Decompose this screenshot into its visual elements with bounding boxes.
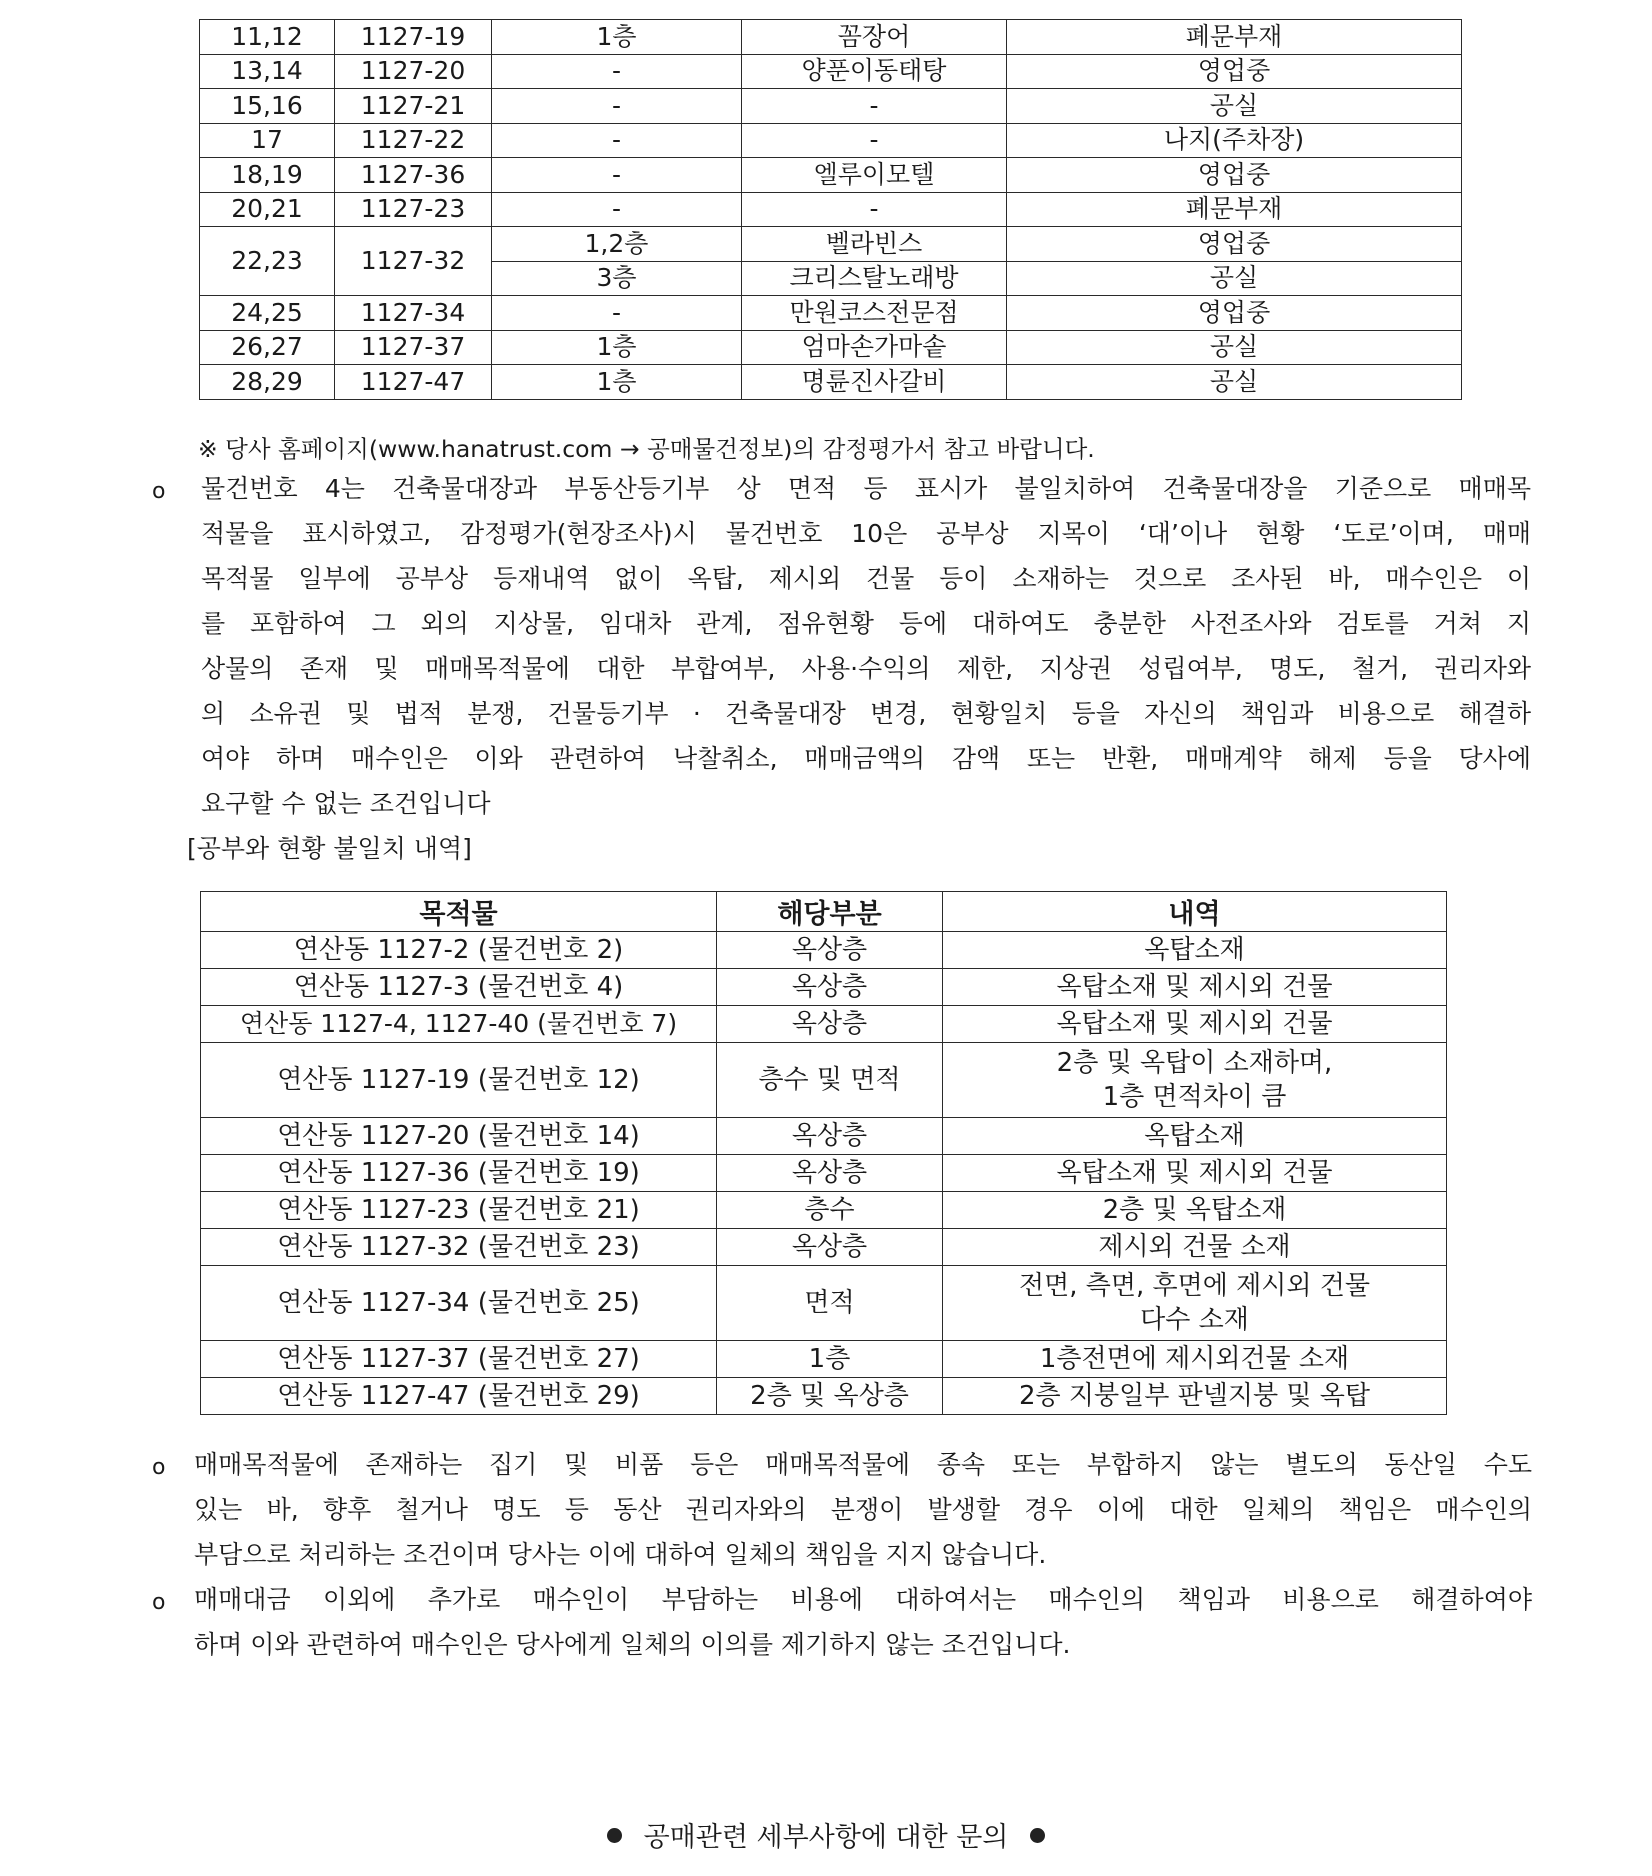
property-no: 17: [200, 123, 335, 158]
target: 연산동 1127-36 (물건번호 19): [201, 1155, 717, 1192]
target: 연산동 1127-47 (물건번호 29): [201, 1378, 717, 1415]
table-row: [200, 54, 1462, 89]
tenant: 양푼이동태탕: [742, 54, 1007, 89]
table-row: [201, 1266, 1447, 1341]
property-no: 15,16: [200, 89, 335, 124]
table-row: [201, 969, 1447, 1006]
part: 2층 및 옥상층: [717, 1378, 943, 1415]
lot-no: 1127-32: [335, 227, 492, 296]
target: 연산동 1127-34 (물건번호 25): [201, 1266, 717, 1341]
table-row: [200, 227, 1462, 262]
status: 영업중: [1007, 296, 1462, 331]
detail: 전면, 측면, 후면에 제시외 건물 다수 소재: [943, 1266, 1447, 1341]
table-header-row: [201, 892, 1447, 932]
target: 연산동 1127-37 (물건번호 27): [201, 1341, 717, 1378]
floor: -: [492, 192, 742, 227]
header-part: 해당부분: [717, 892, 943, 932]
bullet-icon: o: [152, 479, 166, 504]
tenant: -: [742, 192, 1007, 227]
table-row: [200, 296, 1462, 331]
detail: 옥탑소재: [943, 932, 1447, 969]
status: 나지(주차장): [1007, 123, 1462, 158]
tenant: 벨라빈스: [742, 227, 1007, 262]
part: 옥상층: [717, 969, 943, 1006]
target: 연산동 1127-20 (물건번호 14): [201, 1118, 717, 1155]
property-no: 22,23: [200, 227, 335, 296]
status: 폐문부재: [1007, 192, 1462, 227]
discrepancy-title: [공부와 현황 불일치 내역]: [187, 834, 472, 863]
status: 공실: [1007, 330, 1462, 365]
lot-no: 1127-36: [335, 158, 492, 193]
status: 공실: [1007, 89, 1462, 124]
target: 연산동 1127-23 (물건번호 21): [201, 1192, 717, 1229]
paragraph1-line: 를 포함하여 그 외의 지상물, 임대차 관계, 점유현황 등에 대하여도 충분한 사전조사와 검토를 거쳐 지: [201, 609, 1531, 638]
bullet-icon: o: [152, 1455, 166, 1480]
paragraph1-line: 의 소유권 및 법적 분쟁, 건물등기부 · 건축물대장 변경, 현황일치 등을 자신의 책임과 비용으로 해결하: [201, 699, 1531, 728]
lot-no: 1127-47: [335, 365, 492, 400]
table-row: [201, 1118, 1447, 1155]
paragraph2-line: 있는 바, 향후 철거나 명도 등 동산 권리자와의 분쟁이 발생할 경우 이에 대한 일체의 책임은 매수인의: [194, 1495, 1532, 1524]
tenant: 엘루이모텔: [742, 158, 1007, 193]
inquiry-heading-text: 공매관련 세부사항에 대한 문의: [643, 1822, 1009, 1853]
status: 영업중: [1007, 227, 1462, 262]
part: 면적: [717, 1266, 943, 1341]
floor: 1층: [492, 20, 742, 55]
part: 옥상층: [717, 1006, 943, 1043]
floor: -: [492, 123, 742, 158]
detail: 2층 지붕일부 판넬지붕 및 옥탑: [943, 1378, 1447, 1415]
floor: -: [492, 89, 742, 124]
status: 공실: [1007, 365, 1462, 400]
table-row: [200, 330, 1462, 365]
table-row: [200, 123, 1462, 158]
part: 층수: [717, 1192, 943, 1229]
property-no: 28,29: [200, 365, 335, 400]
target: 연산동 1127-3 (물건번호 4): [201, 969, 717, 1006]
tenant: 명륜진사갈비: [742, 365, 1007, 400]
tenant: 꼼장어: [742, 20, 1007, 55]
lot-no: 1127-19: [335, 20, 492, 55]
detail: 2층 및 옥탑소재: [943, 1192, 1447, 1229]
table-row: [201, 932, 1447, 969]
tenant: 만원코스전문점: [742, 296, 1007, 331]
status: 공실: [1007, 261, 1462, 296]
paragraph1-line: 물건번호 4는 건축물대장과 부동산등기부 상 면적 등 표시가 불일치하여 건축물대장을 기준으로 매매목: [201, 474, 1531, 503]
table-row: [200, 158, 1462, 193]
part: 층수 및 면적: [717, 1043, 943, 1118]
detail: 옥탑소재: [943, 1118, 1447, 1155]
property-no: 20,21: [200, 192, 335, 227]
paragraph1-line: 요구할 수 없는 조건입니다: [201, 789, 491, 818]
lot-no: 1127-20: [335, 54, 492, 89]
status: 영업중: [1007, 54, 1462, 89]
tenant: -: [742, 123, 1007, 158]
paragraph1-line: 상물의 존재 및 매매목적물에 대한 부합여부, 사용·수익의 제한, 지상권 성립여부, 명도, 철거, 권리자와: [201, 654, 1531, 683]
paragraph1-line: 여야 하며 매수인은 이와 관련하여 낙찰취소, 매매금액의 감액 또는 반환, 매매계약 해제 등을 당사에: [201, 744, 1531, 773]
status: 영업중: [1007, 158, 1462, 193]
property-no: 26,27: [200, 330, 335, 365]
target: 연산동 1127-4, 1127-40 (물건번호 7): [201, 1006, 717, 1043]
target: 연산동 1127-2 (물건번호 2): [201, 932, 717, 969]
detail: 1층전면에 제시외건물 소재: [943, 1341, 1447, 1378]
inquiry-heading: [0, 1815, 1652, 1854]
table-row: [201, 1341, 1447, 1378]
property-no: 13,14: [200, 54, 335, 89]
floor: 1,2층: [492, 227, 742, 262]
tenant: 크리스탈노래방: [742, 261, 1007, 296]
lot-no: 1127-22: [335, 123, 492, 158]
table-row: [201, 1043, 1447, 1118]
table-row: [201, 1155, 1447, 1192]
reference-note: ※ 당사 홈페이지(www.hanatrust.com → 공매물건정보)의 감정평가서 참고 바랍니다.: [198, 435, 1095, 463]
table-row: [201, 1006, 1447, 1043]
property-no: 24,25: [200, 296, 335, 331]
lot-no: 1127-21: [335, 89, 492, 124]
bullet-dot-icon: [1030, 1828, 1045, 1843]
table-row: [201, 1378, 1447, 1415]
paragraph1-line: 적물을 표시하였고, 감정평가(현장조사)시 물건번호 10은 공부상 지목이 ‘대’이나 현황 ‘도로’이며, 매매: [201, 519, 1531, 548]
header-target: 목적물: [201, 892, 717, 932]
detail: 제시외 건물 소재: [943, 1229, 1447, 1266]
target: 연산동 1127-19 (물건번호 12): [201, 1043, 717, 1118]
paragraph2-line: 매매목적물에 존재하는 집기 및 비품 등은 매매목적물에 종속 또는 부합하지 않는 별도의 동산일 수도: [194, 1450, 1532, 1479]
floor: 3층: [492, 261, 742, 296]
header-detail: 내역: [943, 892, 1447, 932]
floor: 1층: [492, 330, 742, 365]
paragraph2-line: 부담으로 처리하는 조건이며 당사는 이에 대하여 일체의 책임을 지지 않습니다.: [194, 1540, 1047, 1569]
table-row: [200, 20, 1462, 55]
table-row: [201, 1192, 1447, 1229]
lot-no: 1127-34: [335, 296, 492, 331]
lot-no: 1127-23: [335, 192, 492, 227]
floor: 1층: [492, 365, 742, 400]
tenant: 엄마손가마솥: [742, 330, 1007, 365]
table-row: [200, 89, 1462, 124]
floor: -: [492, 158, 742, 193]
floor: -: [492, 54, 742, 89]
part: 옥상층: [717, 932, 943, 969]
lot-no: 1127-37: [335, 330, 492, 365]
paragraph1-line: 목적물 일부에 공부상 등재내역 없이 옥탑, 제시외 건물 등이 소재하는 것으로 조사된 바, 매수인은 이: [201, 564, 1531, 593]
property-no: 11,12: [200, 20, 335, 55]
detail: 옥탑소재 및 제시외 건물: [943, 1006, 1447, 1043]
table-row: [200, 365, 1462, 400]
target: 연산동 1127-32 (물건번호 23): [201, 1229, 717, 1266]
paragraph3-line: 매매대금 이외에 추가로 매수인이 부담하는 비용에 대하여서는 매수인의 책임과 비용으로 해결하여야: [194, 1585, 1532, 1614]
discrepancy-table: [200, 891, 1447, 1415]
floor: -: [492, 296, 742, 331]
status: 폐문부재: [1007, 20, 1462, 55]
detail: 옥탑소재 및 제시외 건물: [943, 969, 1447, 1006]
table-row: [201, 1229, 1447, 1266]
bullet-dot-icon: [607, 1828, 622, 1843]
property-no: 18,19: [200, 158, 335, 193]
property-status-table: [199, 19, 1462, 400]
part: 1층: [717, 1341, 943, 1378]
paragraph3-line: 하며 이와 관련하여 매수인은 당사에게 일체의 이의를 제기하지 않는 조건입니다.: [194, 1630, 1071, 1659]
detail: 옥탑소재 및 제시외 건물: [943, 1155, 1447, 1192]
detail: 2층 및 옥탑이 소재하며, 1층 면적차이 큼: [943, 1043, 1447, 1118]
part: 옥상층: [717, 1118, 943, 1155]
part: 옥상층: [717, 1229, 943, 1266]
tenant: -: [742, 89, 1007, 124]
part: 옥상층: [717, 1155, 943, 1192]
bullet-icon: o: [152, 1590, 166, 1615]
table-row: [200, 192, 1462, 227]
